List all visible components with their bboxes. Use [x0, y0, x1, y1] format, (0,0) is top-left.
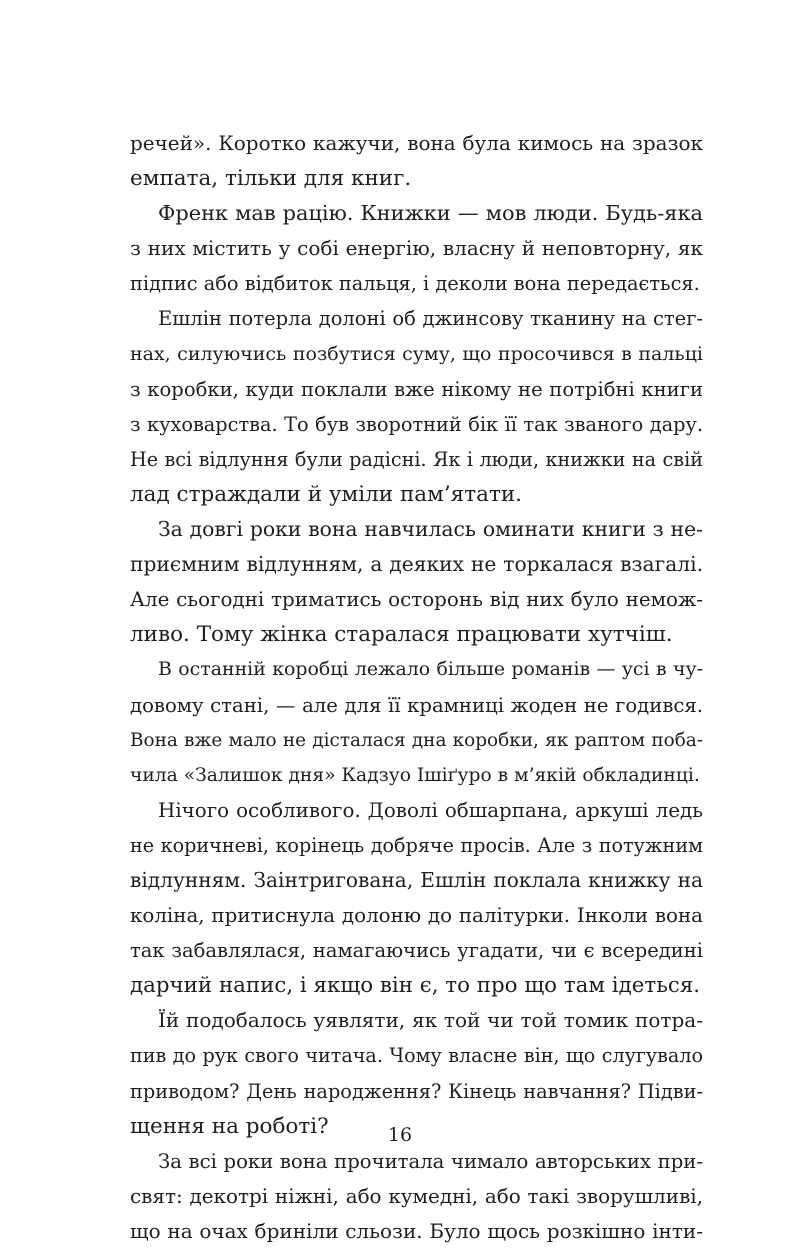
text-line: довому стані, — але для її крамниці жоден не годився. [130, 693, 703, 717]
text-line: Не всі відлуння були радісні. Як і люди, книжки на свій [130, 447, 703, 471]
text-line: Їй подобалось уявляти, як той чи той томик потра- [158, 1008, 703, 1033]
text-line: За довгі роки вона навчилась оминати книги з не- [158, 517, 703, 542]
text-line: Але сьогодні триматись осторонь від них було немож- [130, 588, 703, 612]
text-line: підпис або відбиток пальця, і деколи вона передається. [130, 272, 700, 296]
text-line: нах, силуючись позбутися суму, що просочився в пальці [130, 342, 703, 365]
text-line: Вона вже мало не дісталася дна коробки, як раптом поба- [130, 729, 703, 751]
page-number: 16 [387, 1124, 413, 1146]
text-line: приводом? День народження? Кінець навчання? Підви- [130, 1079, 703, 1103]
text-line: Ешлін потерла долоні об джинсову тканину на стег- [158, 307, 703, 331]
text-line: що на очах бриніли сльози. Було щось розкішно інти- [130, 1218, 703, 1243]
text-line: дарчий напис, і якщо він є, то про що там ідеться. [130, 973, 701, 999]
text-line: з куховарства. То був зворотний бік її так званого дару. [130, 412, 703, 436]
text-line: відлунням. Заінтригована, Ешлін поклала книжку на [130, 867, 703, 892]
text-line: не коричневі, корінець добряче просів. Але з потужним [130, 833, 703, 857]
text-line: пив до рук свого читача. Чому власне він, що слугувало [130, 1044, 703, 1068]
body-text [130, 126, 703, 1249]
text-line: емпата, тільки для книг. [130, 166, 412, 192]
text-line: коліна, притиснула долоню до палітурки. Інколи вона [130, 904, 703, 928]
text-line: Френк мав рацію. Книжки — мов люди. Будь-яка [158, 201, 703, 226]
text-line: свят: декотрі ніжні, або кумедні, або такі зворушливі, [130, 1184, 703, 1208]
text-line: ливо. Тому жінка старалася працювати хутчіш. [130, 622, 673, 648]
text-line: За всі роки вона прочитала чимало авторських при- [158, 1149, 703, 1173]
text-line: з коробки, куди поклали вже нікому не потрібні книги [130, 377, 703, 401]
text-line: з них містить у собі енергію, власну й неповторну, як [130, 236, 703, 261]
text-line: В останній коробці лежало більше романів — усі в чу- [158, 658, 703, 681]
text-line: приємним відлунням, а деяких не торкалася взагалі. [130, 552, 703, 577]
text-line: щення на роботі? [130, 1113, 329, 1139]
text-line: Нічого особливого. Доволі обшарпана, аркуші ледь [158, 798, 703, 822]
text-line: лад страждали й уміли пам’ятати. [130, 481, 522, 507]
text-line: речей». Коротко кажучи, вона була кимось на зразок [130, 131, 703, 155]
text-line: чила «Залишок дня» Кадзуо Ішіґуро в м’якій обкладинці. [130, 764, 700, 786]
text-line: так забавлялася, намагаючись угадати, чи є всередині [130, 939, 703, 963]
